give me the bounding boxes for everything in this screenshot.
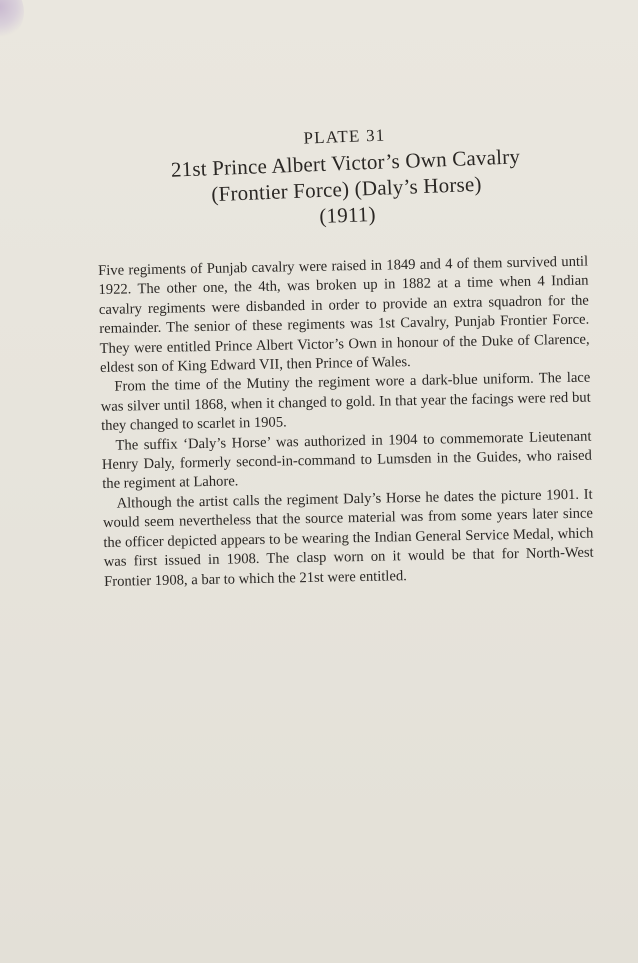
plate-heading: [0, 111, 638, 241]
body-text: [98, 253, 594, 592]
paragraph-4: Although the artist calls the regiment Daly’s Horse he dates the picture 1901. It would seem nevertheless that the source material was from some years later since the officer depicted appears to be wearing the Indian General Service Medal, which was first issued in 1908. The clasp worn on it would be that for North-West Frontier 1908, a bar to which the 21st were entitled.: [102, 486, 594, 590]
plate-number: PLATE 31: [303, 125, 386, 148]
paragraph-3: The suffix ‘Daly’s Horse’ was authorized in 1904 to commemorate Lieutenant Henry Daly, formerly second-in-command to Lumsden in the Guides, who raised the regiment at Lahore.: [101, 428, 592, 493]
plate-title-line-1: 21st Prince Albert Victor’s Own Cavalry: [170, 144, 521, 182]
paragraph-1: Five regiments of Punjab cavalry were raised in 1849 and 4 of them survived until 1922. The other one, the 4th, was broken up in 1882 at a time when 4 Indian cavalry regiments were disbanded in order to provide an extra squadron for the remainder. The senior of these regiments was 1st Cavalry, Punjab Frontier Force. They were entitled Prince Albert Victor’s Own in honour of the Duke of Clarence, eldest son of King Edward VII, then Prince of Wales.: [98, 253, 590, 377]
plate-year: (1911): [318, 201, 377, 229]
finger-shadow: [0, 0, 24, 38]
paragraph-2: From the time of the Mutiny the regiment wore a dark-blue uniform. The lace was silver until 1868, when it changed to gold. In that year the facings were red but they changed to scarlet in 1905.: [100, 370, 591, 435]
plate-title-line-2: (Frontier Force) (Daly’s Horse): [210, 171, 483, 207]
